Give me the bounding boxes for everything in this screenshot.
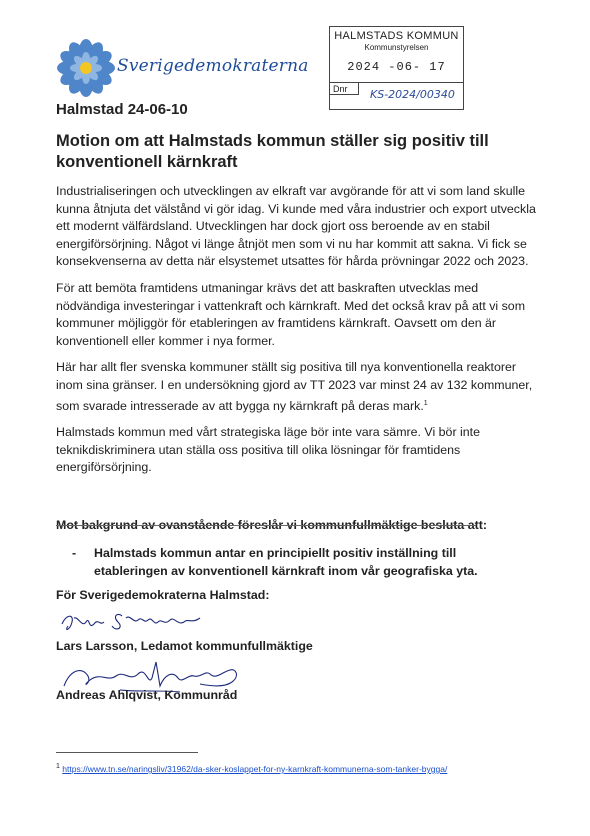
signature-lars-larsson	[60, 606, 220, 636]
signer-name: Lars Larsson, Ledamot kommunfullmäktige	[56, 639, 313, 653]
paragraph: För att bemöta framtidens utmaningar krävs det att baskraften utvecklas med nödvändiga investeringar i vattenkraft och kärnkraft. Med det också krav på att vi som kommuner möjliggör för etableringen av framtidens kärnkraft. Oavsett om den är konventionell eller kommer i nya former.	[56, 280, 526, 348]
stamp-dnr-label: Dnr	[333, 84, 348, 94]
stamp-date: 2024 -06- 17	[347, 60, 446, 74]
signer-name: Andreas Ahlqvist, Kommunråd	[56, 688, 238, 702]
stamp-dnr-number: KS-2024/00340	[370, 88, 455, 101]
stamp-department: Kommunstyrelsen	[364, 43, 429, 52]
footnote-number: 1	[56, 763, 60, 770]
footnote	[56, 763, 447, 774]
paragraph-text: Här har allt fler svenska kommuner ställt sig positiva till nya konventionella reaktorer inom sina gränser. I en undersökning gjord av TT 2023 var minst 24 av 132 kommuner, som svarade intresserade av att bygga ny kärnkraft på deras mark.	[56, 360, 533, 413]
bullet-dash: -	[72, 546, 77, 560]
proposal-intro: Mot bakgrund av ovanstående föreslår vi kommunfullmäktige besluta att:	[56, 518, 488, 532]
paragraph: Industrialiseringen och utvecklingen av elkraft var avgörande för att vi som land skulle kunna åtnjuta det välstånd vi gör idag. Vi kunde med våra industrier och export utveckla ett modernt välfärdsland. Utvecklingen har dock gjort oss beroende av en stabil energiförsörjning. Något vi länge åtnjöt men som vi nu har kommit att sakna. Vi fick se konsekvenserna av detta när elsystemet utsattes för hårda prövningar 2022 och 2023.	[56, 184, 536, 269]
document-title: Motion om att Halmstads kommun ställer sig positiv till konventionell kärnkraft	[56, 132, 489, 171]
paragraph: Halmstads kommun med vårt strategiska läge bör inte vara sämre. Vi bör inte teknikdiskriminera utan ställa oss positiva till olika lösningar för framtidens energiförsörjning.	[56, 425, 480, 475]
footnote-mark: 1	[423, 399, 428, 407]
signature-intro: För Sverigedemokraterna Halmstad:	[56, 588, 270, 602]
proposal-text: Halmstads kommun antar en principiellt positiv inställning till etableringen av konventionell kärnkraft inom vår geografiska yta.	[94, 546, 478, 578]
footnote-divider	[56, 752, 198, 753]
place-date: Halmstad 24-06-10	[56, 101, 188, 118]
logo-text: Sverigedemokraterna	[117, 56, 309, 76]
strikethrough-line	[56, 525, 476, 526]
registration-stamp	[329, 26, 464, 110]
footnote-link[interactable]: https://www.tn.se/naringsliv/31962/da-sker-koslappet-for-ny-karnkraft-kommunerna-som-tanker-bygga/	[62, 763, 448, 774]
stamp-municipality: HALMSTADS KOMMUN	[334, 30, 459, 42]
document-body	[56, 183, 536, 486]
paragraph	[56, 359, 536, 415]
